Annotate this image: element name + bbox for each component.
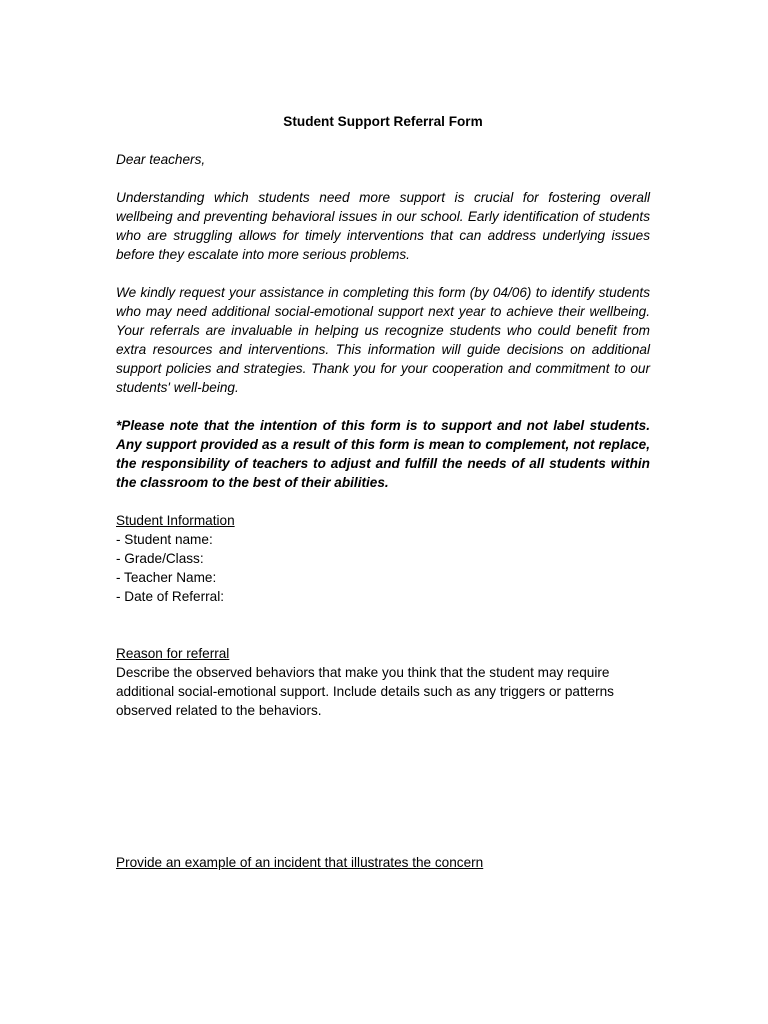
teacher-name-field[interactable]: - Teacher Name:	[116, 570, 217, 585]
disclaimer-note: *Please note that the intention of this form is to support and not label students. Any support provided as a result of this form is mean to complement, not replace, the responsibility of teachers to adjust and fulfill the needs of all students within the classroom to the best of their abilities.	[116, 418, 650, 490]
student-name-field[interactable]: - Student name:	[116, 532, 213, 547]
intro-paragraph: Understanding which students need more support is crucial for fostering overall wellbeing and preventing behavioral issues in our school. Early identification of students who are struggling allows for timely interventions that can address underlying issues before they escalate into more serious problems.	[116, 190, 650, 262]
reason-heading: Reason for referral	[116, 646, 230, 661]
page-title: Student Support Referral Form	[283, 114, 483, 129]
spacer	[116, 606, 650, 625]
reason-answer-area[interactable]	[116, 720, 650, 853]
spacer	[116, 397, 650, 416]
date-of-referral-field[interactable]: - Date of Referral:	[116, 589, 225, 604]
student-info-heading: Student Information	[116, 513, 235, 528]
incident-heading: Provide an example of an incident that illustrates the concern	[116, 855, 484, 870]
greeting: Dear teachers,	[116, 152, 206, 167]
spacer	[116, 625, 650, 644]
spacer	[116, 492, 650, 511]
request-paragraph: We kindly request your assistance in completing this form (by 04/06) to identify students who may need additional social-emotional support next year to achieve their wellbeing. Your referrals are invaluable in helping us recognize students who could benefit from extra resources and interventions. This information will guide decisions on additional support policies and strategies. Thank you for your cooperation and commitment to our students' well-being.	[116, 285, 650, 395]
document-page	[116, 112, 650, 872]
grade-class-field[interactable]: - Grade/Class:	[116, 551, 204, 566]
spacer	[116, 169, 650, 188]
reason-description: Describe the observed behaviors that make you think that the student may require additional social-emotional support. Include details such as any triggers or patterns observed related to the behaviors.	[116, 665, 614, 718]
spacer	[116, 264, 650, 283]
